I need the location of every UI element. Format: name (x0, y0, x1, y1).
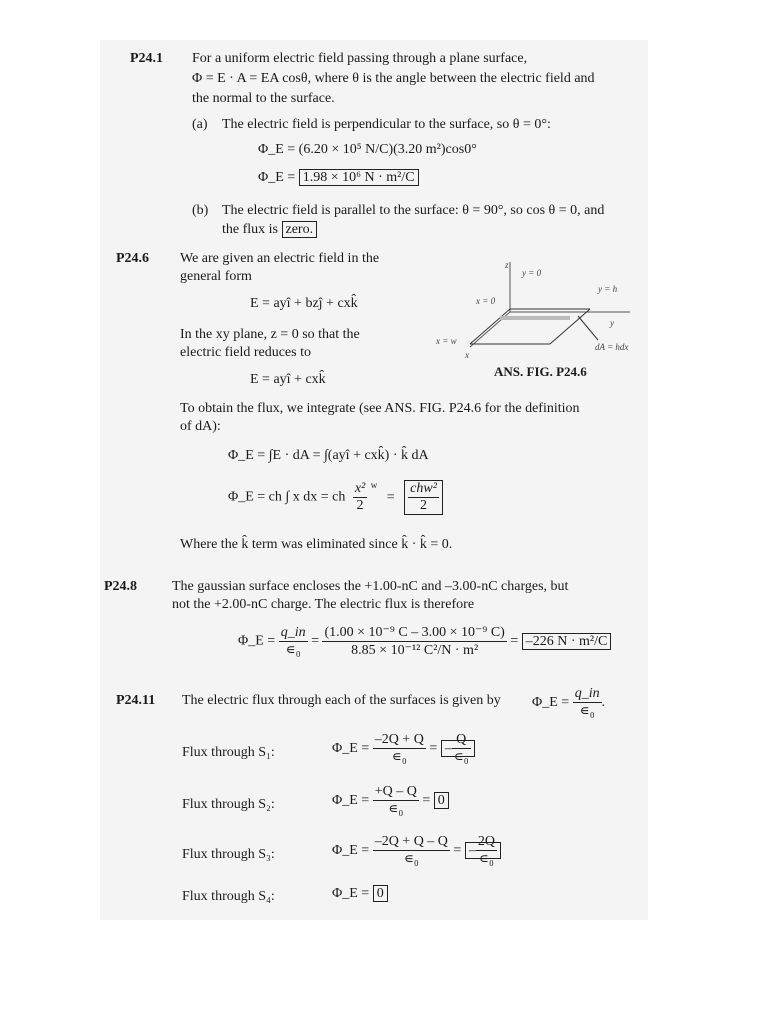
fig-label-x0: x = 0 (476, 296, 496, 306)
fig-label-y0: y = 0 (522, 268, 542, 278)
fig-label-y: y (610, 318, 614, 328)
fig-label-dA: dA = hdx (595, 342, 629, 352)
document-page (100, 40, 648, 920)
p2411-flux-s1-equation: Φ_E = $\frac{-2Q + Q}{\text{∊₀}}$ = – $\frac{Q}{\text{∊₀}}$ (332, 732, 475, 766)
p241-part-a-label: (a) (192, 117, 208, 132)
p2411-answer-box-s1: – $\frac{Q}{\text{∊₀}}$ (441, 740, 475, 757)
p2411-flux-s2-label: Flux through S₂: (182, 797, 275, 812)
fig-label-yh: y = h (598, 284, 618, 294)
p241-part-b-text2: the flux is zero. (222, 221, 317, 239)
p246-equation-flux-result: Φ_E = ch ∫ x dx = ch $\frac{\text{x²}}{2}$ $^w$ = $\frac{\text{chw²}}{2}$ (228, 480, 443, 515)
p246-text-line1: We are given an electric field in the (180, 251, 380, 266)
p241-part-b-label: (b) (192, 203, 209, 218)
p241-part-a-text: The electric field is perpendicular to the surface, so θ = 0°: (222, 117, 551, 132)
p2411-general-equation: Φ_E = $\frac{q\_in}{\text{∊₀}}$ . (532, 686, 606, 719)
p241-equation-a2: Φ_E = 1.98 × 10⁶ N · m²/C (258, 170, 419, 186)
p248-text-line1: The gaussian surface encloses the +1.00-nC and –3.00-nC charges, but (172, 579, 569, 594)
p246-text-line6: of dA): (180, 419, 221, 434)
p246-text-line2: general form (180, 269, 252, 284)
fig-label-x: x (465, 350, 469, 360)
p246-figure (430, 252, 640, 382)
p2411-flux-s2-equation: Φ_E = $\frac{+Q - Q}{\text{∊₀}}$ = 0 (332, 784, 449, 818)
fig-caption: ANS. FIG. P24.6 (494, 364, 587, 379)
p241-answer-box-b: zero. (282, 221, 318, 238)
problem-label-24-11: P24.11 (116, 693, 156, 708)
p2411-flux-s4-equation: Φ_E = 0 (332, 886, 388, 902)
p241-part-b-text: The electric field is parallel to the surface: θ = 90°, so cos θ = 0, and (222, 203, 605, 218)
p246-equation-general-field: E = ayî + bzĵ + cxk̂ (250, 296, 358, 311)
p241-equation-a1: Φ_E = (6.20 × 10⁵ N/C)(3.20 m²)cos0° (258, 142, 477, 157)
p248-text-line2: not the +2.00-nC charge. The electric flux is therefore (172, 597, 475, 612)
p2411-answer-box-s3: – $\frac{2Q}{\text{∊₀}}$ (465, 842, 501, 859)
p2411-flux-s3-label: Flux through S₃: (182, 847, 275, 862)
p246-answer-box: $\frac{\text{chw²}}{2}$ (404, 480, 443, 515)
p2411-answer-box-s2: 0 (434, 792, 449, 809)
problem-label-24-8: P24.8 (104, 579, 138, 594)
fig-label-xw: x = w (436, 336, 457, 346)
p246-text-line5: To obtain the flux, we integrate (see ANS. FIG. P24.6 for the definition (180, 401, 580, 416)
p241-intro-line3: the normal to the surface. (192, 91, 335, 106)
p248-answer-box: –226 N · m²/C (522, 633, 612, 650)
p246-text-line4: electric field reduces to (180, 345, 311, 360)
p246-text-line3: In the xy plane, z = 0 so that the (180, 327, 360, 342)
problem-label-24-1: P24.1 (130, 51, 164, 66)
p241-answer-box-a: 1.98 × 10⁶ N · m²/C (299, 169, 419, 186)
p246-text-line7: Where the k̂ term was eliminated since k̂ · k̂ = 0. (180, 537, 453, 552)
p248-equation-flux: Φ_E = $\frac{q\_in}{\text{∊₀}}$ = $\frac{\text{(1.00 × 10⁻⁹ C – 3.00 × 10⁻⁹ C)}}{\text{8.85 × 10⁻¹² C²/N · m²}}$ = –226 N · m²/C (238, 624, 611, 659)
p2411-text-line1: The electric flux through each of the surfaces is given by (182, 693, 501, 708)
p2411-answer-box-s4: 0 (373, 885, 388, 902)
p2411-flux-s1-label: Flux through S₁: (182, 745, 275, 760)
fig-label-z: z (505, 260, 509, 270)
problem-label-24-6: P24.6 (116, 251, 150, 266)
p246-equation-flux-integral: Φ_E = ∫E · dA = ∫(ayî + cxk̂) · k̂ dA (228, 448, 429, 463)
p2411-flux-s3-equation: Φ_E = $\frac{-2Q + Q - Q}{\text{∊₀}}$ = – $\frac{2Q}{\text{∊₀}}$ (332, 834, 501, 868)
p241-intro-line2: Φ = E · A = EA cosθ, where θ is the angle between the electric field and (192, 71, 595, 86)
p241-intro-line1: For a uniform electric field passing through a plane surface, (192, 51, 528, 66)
p246-equation-reduced-field: E = ayî + cxk̂ (250, 372, 326, 387)
p2411-flux-s4-label: Flux through S₄: (182, 889, 275, 904)
